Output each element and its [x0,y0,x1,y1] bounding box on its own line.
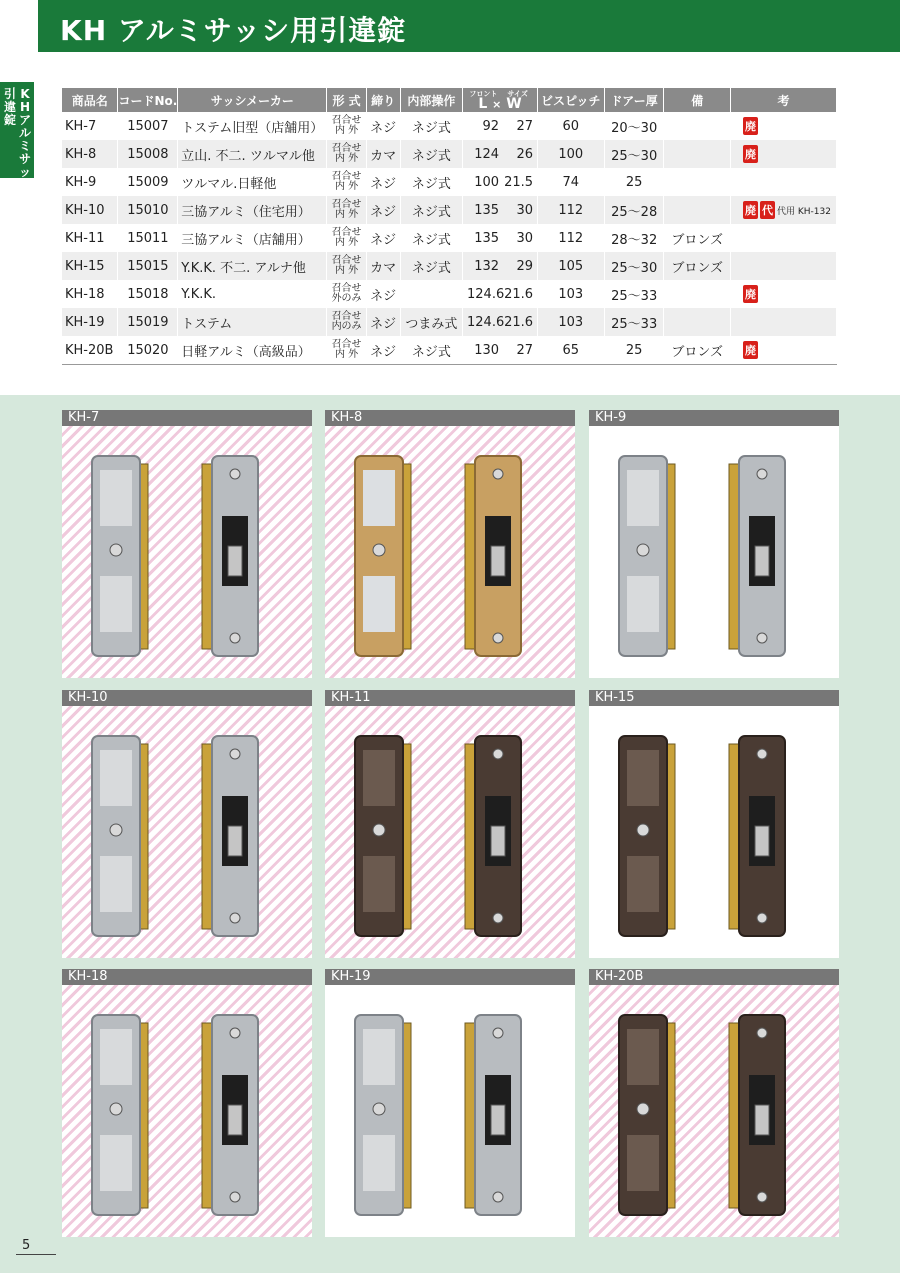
left-lower-panel [363,1135,395,1191]
cell-type [332,340,362,360]
cell-name: KH-18 [62,280,118,308]
product-card-label: KH-19 [325,969,575,985]
left-lower-panel [363,856,395,912]
key-cylinder-icon [373,824,385,836]
cell-type-top: 召合せ [331,338,362,350]
key-cylinder-icon [110,824,122,836]
cell-type [332,200,362,220]
cell-name: KH-11 [62,224,118,252]
left-upper-panel [100,1029,132,1085]
latch-lever-icon [491,1105,505,1135]
key-cylinder-icon [637,544,649,556]
screw-icon [493,749,503,759]
size-front-label: フロント [469,90,498,98]
cell-note [731,252,837,280]
left-upper-panel [363,750,395,806]
cell-door: 25 [604,336,663,365]
cell-code: 15007 [118,112,178,140]
col-header-door: ドアー厚 [604,88,663,112]
left-upper-panel [627,750,659,806]
left-lower-panel [363,576,395,632]
cell-note [731,308,837,336]
page-number: 5 [22,1238,31,1253]
cell-type-top: 召合せ [331,142,362,154]
lock-photo [62,426,312,678]
table-row [62,224,837,252]
cell-fasten: ネジ [366,168,400,196]
cell-L: 132 [474,258,500,274]
lock-photo [589,985,839,1237]
screw-icon [493,1028,503,1038]
product-card [325,690,575,958]
cell-name: KH-20B [62,336,118,365]
substitute-badge: 代 [760,201,775,219]
col-header-type: 形 式 [327,88,367,112]
screw-icon [230,1192,240,1202]
cell-code: 15020 [118,336,178,365]
product-card [62,969,312,1237]
cell-pitch: 65 [537,336,604,365]
cell-fasten: カマ [366,140,400,168]
cell-type-bottom: 内 外 [334,208,359,220]
screw-icon [757,1192,767,1202]
screw-icon [230,913,240,923]
product-card-label: KH-20B [589,969,839,985]
product-card [62,690,312,958]
left-lower-panel [627,856,659,912]
cell-door: 25 [604,168,663,196]
cell-fasten: ネジ [366,308,400,336]
product-card [589,410,839,678]
cell-L: 92 [482,118,500,134]
cell-maker: 日軽アルミ（高級品） [178,336,327,365]
cell-remark [664,280,731,308]
cell-W: 29 [516,258,534,274]
left-upper-panel [363,470,395,526]
cell-maker: トステム旧型（店舗用） [178,112,327,140]
cell-code: 15011 [118,224,178,252]
product-card-label: KH-7 [62,410,312,426]
product-card [325,969,575,1237]
cell-fasten: ネジ [366,196,400,224]
cell-fasten: ネジ [366,336,400,365]
cell-type-top: 召合せ [331,254,362,266]
side-tab-line1: KHアルミサッシ用 [18,87,31,205]
cell-remark: ブロンズ [664,336,731,365]
product-card-label: KH-18 [62,969,312,985]
lock-photo [325,985,575,1237]
cell-door: 25〜30 [604,252,663,280]
cell-type-bottom: 内 外 [334,348,359,360]
cell-L: 124 [474,146,500,162]
col-header-pitch: ビスピッチ [537,88,604,112]
cell-type-bottom: 内 外 [334,236,359,248]
table-row [62,252,837,280]
cell-pitch: 74 [537,168,604,196]
cell-code: 15018 [118,280,178,308]
screw-icon [230,1028,240,1038]
cell-maker: 三協アルミ（住宅用） [178,196,327,224]
cell-pitch: 100 [537,140,604,168]
latch-lever-icon [228,546,242,576]
cell-maker: 三協アルミ（店舗用） [178,224,327,252]
side-tab-line2: 引違錠 [3,87,16,127]
cell-remark: ブロンズ [664,252,731,280]
cell-note [731,168,837,196]
screw-icon [493,469,503,479]
cell-pitch: 103 [537,280,604,308]
screw-icon [757,749,767,759]
screw-icon [230,633,240,643]
table-row [62,308,837,336]
discontinued-badge: 廃 [743,341,758,359]
cell-type-bottom: 内のみ [331,320,362,332]
cell-pitch: 112 [537,196,604,224]
col-header-code: コードNo. [118,88,178,112]
latch-lever-icon [755,1105,769,1135]
cell-pitch: 112 [537,224,604,252]
cell-remark [664,168,731,196]
cell-name: KH-8 [62,140,118,168]
cell-inner: ネジ式 [400,224,463,252]
latch-lever-icon [228,826,242,856]
cell-L: 124.6 [467,286,505,302]
cell-maker: トステム [178,308,327,336]
lock-photo [589,426,839,678]
product-card-label: KH-8 [325,410,575,426]
product-card [589,690,839,958]
cell-W: 27 [516,118,534,134]
cell-type-top: 召合せ [331,198,362,210]
screw-icon [757,913,767,923]
screw-icon [493,633,503,643]
cell-type [332,172,362,192]
product-gallery [0,395,900,1273]
cell-inner [400,280,463,308]
col-header-maker: サッシメーカー [178,88,327,112]
cell-note [731,196,837,224]
lock-photo [589,706,839,958]
key-cylinder-icon [637,824,649,836]
product-photo-area [62,985,312,1237]
cell-code: 15019 [118,308,178,336]
col-header-inner: 内部操作 [400,88,463,112]
table-row [62,336,837,365]
col-header-size [463,88,537,112]
cell-L: 124.6 [467,314,505,330]
cell-type [332,312,362,332]
cell-inner: ネジ式 [400,336,463,365]
screw-icon [757,469,767,479]
cell-type [332,284,362,304]
cell-name: KH-9 [62,168,118,196]
cell-type-top: 召合せ [331,114,362,126]
key-cylinder-icon [637,1103,649,1115]
cell-W: 30 [516,202,534,218]
cell-type-bottom: 内 外 [334,124,359,136]
screw-icon [493,913,503,923]
discontinued-badge: 廃 [743,285,758,303]
size-l-label: L [478,96,488,112]
size-label: サイズ [507,90,528,98]
cell-fasten: カマ [366,252,400,280]
screw-icon [230,469,240,479]
cell-type [332,144,362,164]
latch-lever-icon [755,826,769,856]
cell-W: 30 [516,230,534,246]
key-cylinder-icon [373,1103,385,1115]
product-photo-area [325,706,575,958]
cell-L: 100 [474,174,500,190]
product-card [62,410,312,678]
cell-note [731,224,837,252]
table-row [62,112,837,140]
left-lower-panel [100,576,132,632]
cell-remark [664,308,731,336]
cell-type-bottom: 内 外 [334,152,359,164]
left-lower-panel [100,856,132,912]
latch-lever-icon [491,826,505,856]
product-photo-area [589,985,839,1237]
cell-W: 21.5 [504,174,534,190]
cell-L: 135 [474,230,500,246]
cell-code: 15010 [118,196,178,224]
cell-code: 15015 [118,252,178,280]
product-card [589,969,839,1237]
lock-photo [325,706,575,958]
cell-pitch: 105 [537,252,604,280]
discontinued-badge: 廃 [743,201,758,219]
cell-type-bottom: 外のみ [331,292,362,304]
cell-inner: ネジ式 [400,168,463,196]
cell-type-bottom: 内 外 [334,264,359,276]
left-upper-panel [627,470,659,526]
cell-pitch: 103 [537,308,604,336]
cell-inner: ネジ式 [400,196,463,224]
col-header-note2: 考 [731,88,837,112]
cell-pitch: 60 [537,112,604,140]
cell-remark [664,112,731,140]
screw-icon [757,633,767,643]
table-header-row [62,88,837,112]
cell-remark [664,196,731,224]
cell-W: 21.6 [504,286,534,302]
product-photo-area [589,706,839,958]
left-upper-panel [100,470,132,526]
cell-L: 130 [474,342,500,358]
cell-note [731,336,837,365]
spec-table [62,88,837,365]
col-header-fasten: 締り [366,88,400,112]
cell-name: KH-7 [62,112,118,140]
key-cylinder-icon [373,544,385,556]
cell-W: 21.6 [504,314,534,330]
replacement-note: 代用 KH-132 [777,207,831,217]
cell-note [731,112,837,140]
cell-W: 27 [516,342,534,358]
product-card-label: KH-11 [325,690,575,706]
cell-fasten: ネジ [366,280,400,308]
key-cylinder-icon [110,544,122,556]
table-row [62,196,837,224]
screw-icon [230,749,240,759]
col-header-name: 商品名 [62,88,118,112]
cell-inner: ネジ式 [400,112,463,140]
cell-W: 26 [516,146,534,162]
product-photo-area [589,426,839,678]
cell-door: 20〜30 [604,112,663,140]
left-upper-panel [627,1029,659,1085]
cell-fasten: ネジ [366,224,400,252]
product-card-label: KH-9 [589,410,839,426]
product-photo-area [62,706,312,958]
cell-note [731,140,837,168]
cell-remark: ブロンズ [664,224,731,252]
cell-name: KH-15 [62,252,118,280]
latch-lever-icon [755,546,769,576]
latch-lever-icon [491,546,505,576]
left-upper-panel [363,1029,395,1085]
cell-name: KH-10 [62,196,118,224]
cell-inner: ネジ式 [400,252,463,280]
size-x-label: × [492,98,502,111]
page-title: KH アルミサッシ用引違錠 [60,14,407,47]
cell-code: 15009 [118,168,178,196]
key-cylinder-icon [110,1103,122,1115]
cell-door: 25〜33 [604,280,663,308]
cell-type-top: 召合せ [331,282,362,294]
cell-maker: 立山. 不二. ツルマル他 [178,140,327,168]
latch-lever-icon [228,1105,242,1135]
cell-door: 25〜28 [604,196,663,224]
left-upper-panel [100,750,132,806]
side-category-tab [0,82,34,205]
cell-door: 28〜32 [604,224,663,252]
cell-note [731,280,837,308]
lock-photo [62,706,312,958]
product-photo-area [62,426,312,678]
screw-icon [493,1192,503,1202]
cell-remark [664,140,731,168]
cell-maker: Y.K.K. [178,280,327,308]
product-photo-area [325,985,575,1237]
cell-code: 15008 [118,140,178,168]
cell-type-top: 召合せ [331,170,362,182]
col-header-note1: 備 [664,88,731,112]
left-lower-panel [627,1135,659,1191]
table-row [62,168,837,196]
product-card [325,410,575,678]
cell-door: 25〜33 [604,308,663,336]
cell-maker: ツルマル.日軽他 [178,168,327,196]
left-lower-panel [627,576,659,632]
product-card-label: KH-15 [589,690,839,706]
discontinued-badge: 廃 [743,145,758,163]
table-row [62,140,837,168]
cell-inner: つまみ式 [400,308,463,336]
cell-fasten: ネジ [366,112,400,140]
product-photo-area [325,426,575,678]
cell-type [332,256,362,276]
cell-L: 135 [474,202,500,218]
cell-type [332,228,362,248]
screw-icon [757,1028,767,1038]
page-number-rule [16,1254,56,1255]
lock-photo [62,985,312,1237]
cell-door: 25〜30 [604,140,663,168]
product-card-label: KH-10 [62,690,312,706]
cell-maker: Y.K.K. 不二. アルナ他 [178,252,327,280]
page-header [38,0,900,52]
cell-name: KH-19 [62,308,118,336]
cell-type [332,116,362,136]
lock-photo [325,426,575,678]
cell-type-bottom: 内 外 [334,180,359,192]
discontinued-badge: 廃 [743,117,758,135]
cell-inner: ネジ式 [400,140,463,168]
left-lower-panel [100,1135,132,1191]
size-w-label: W [506,96,522,112]
cell-type-top: 召合せ [331,226,362,238]
table-row [62,280,837,308]
cell-type-top: 召合せ [331,310,362,322]
